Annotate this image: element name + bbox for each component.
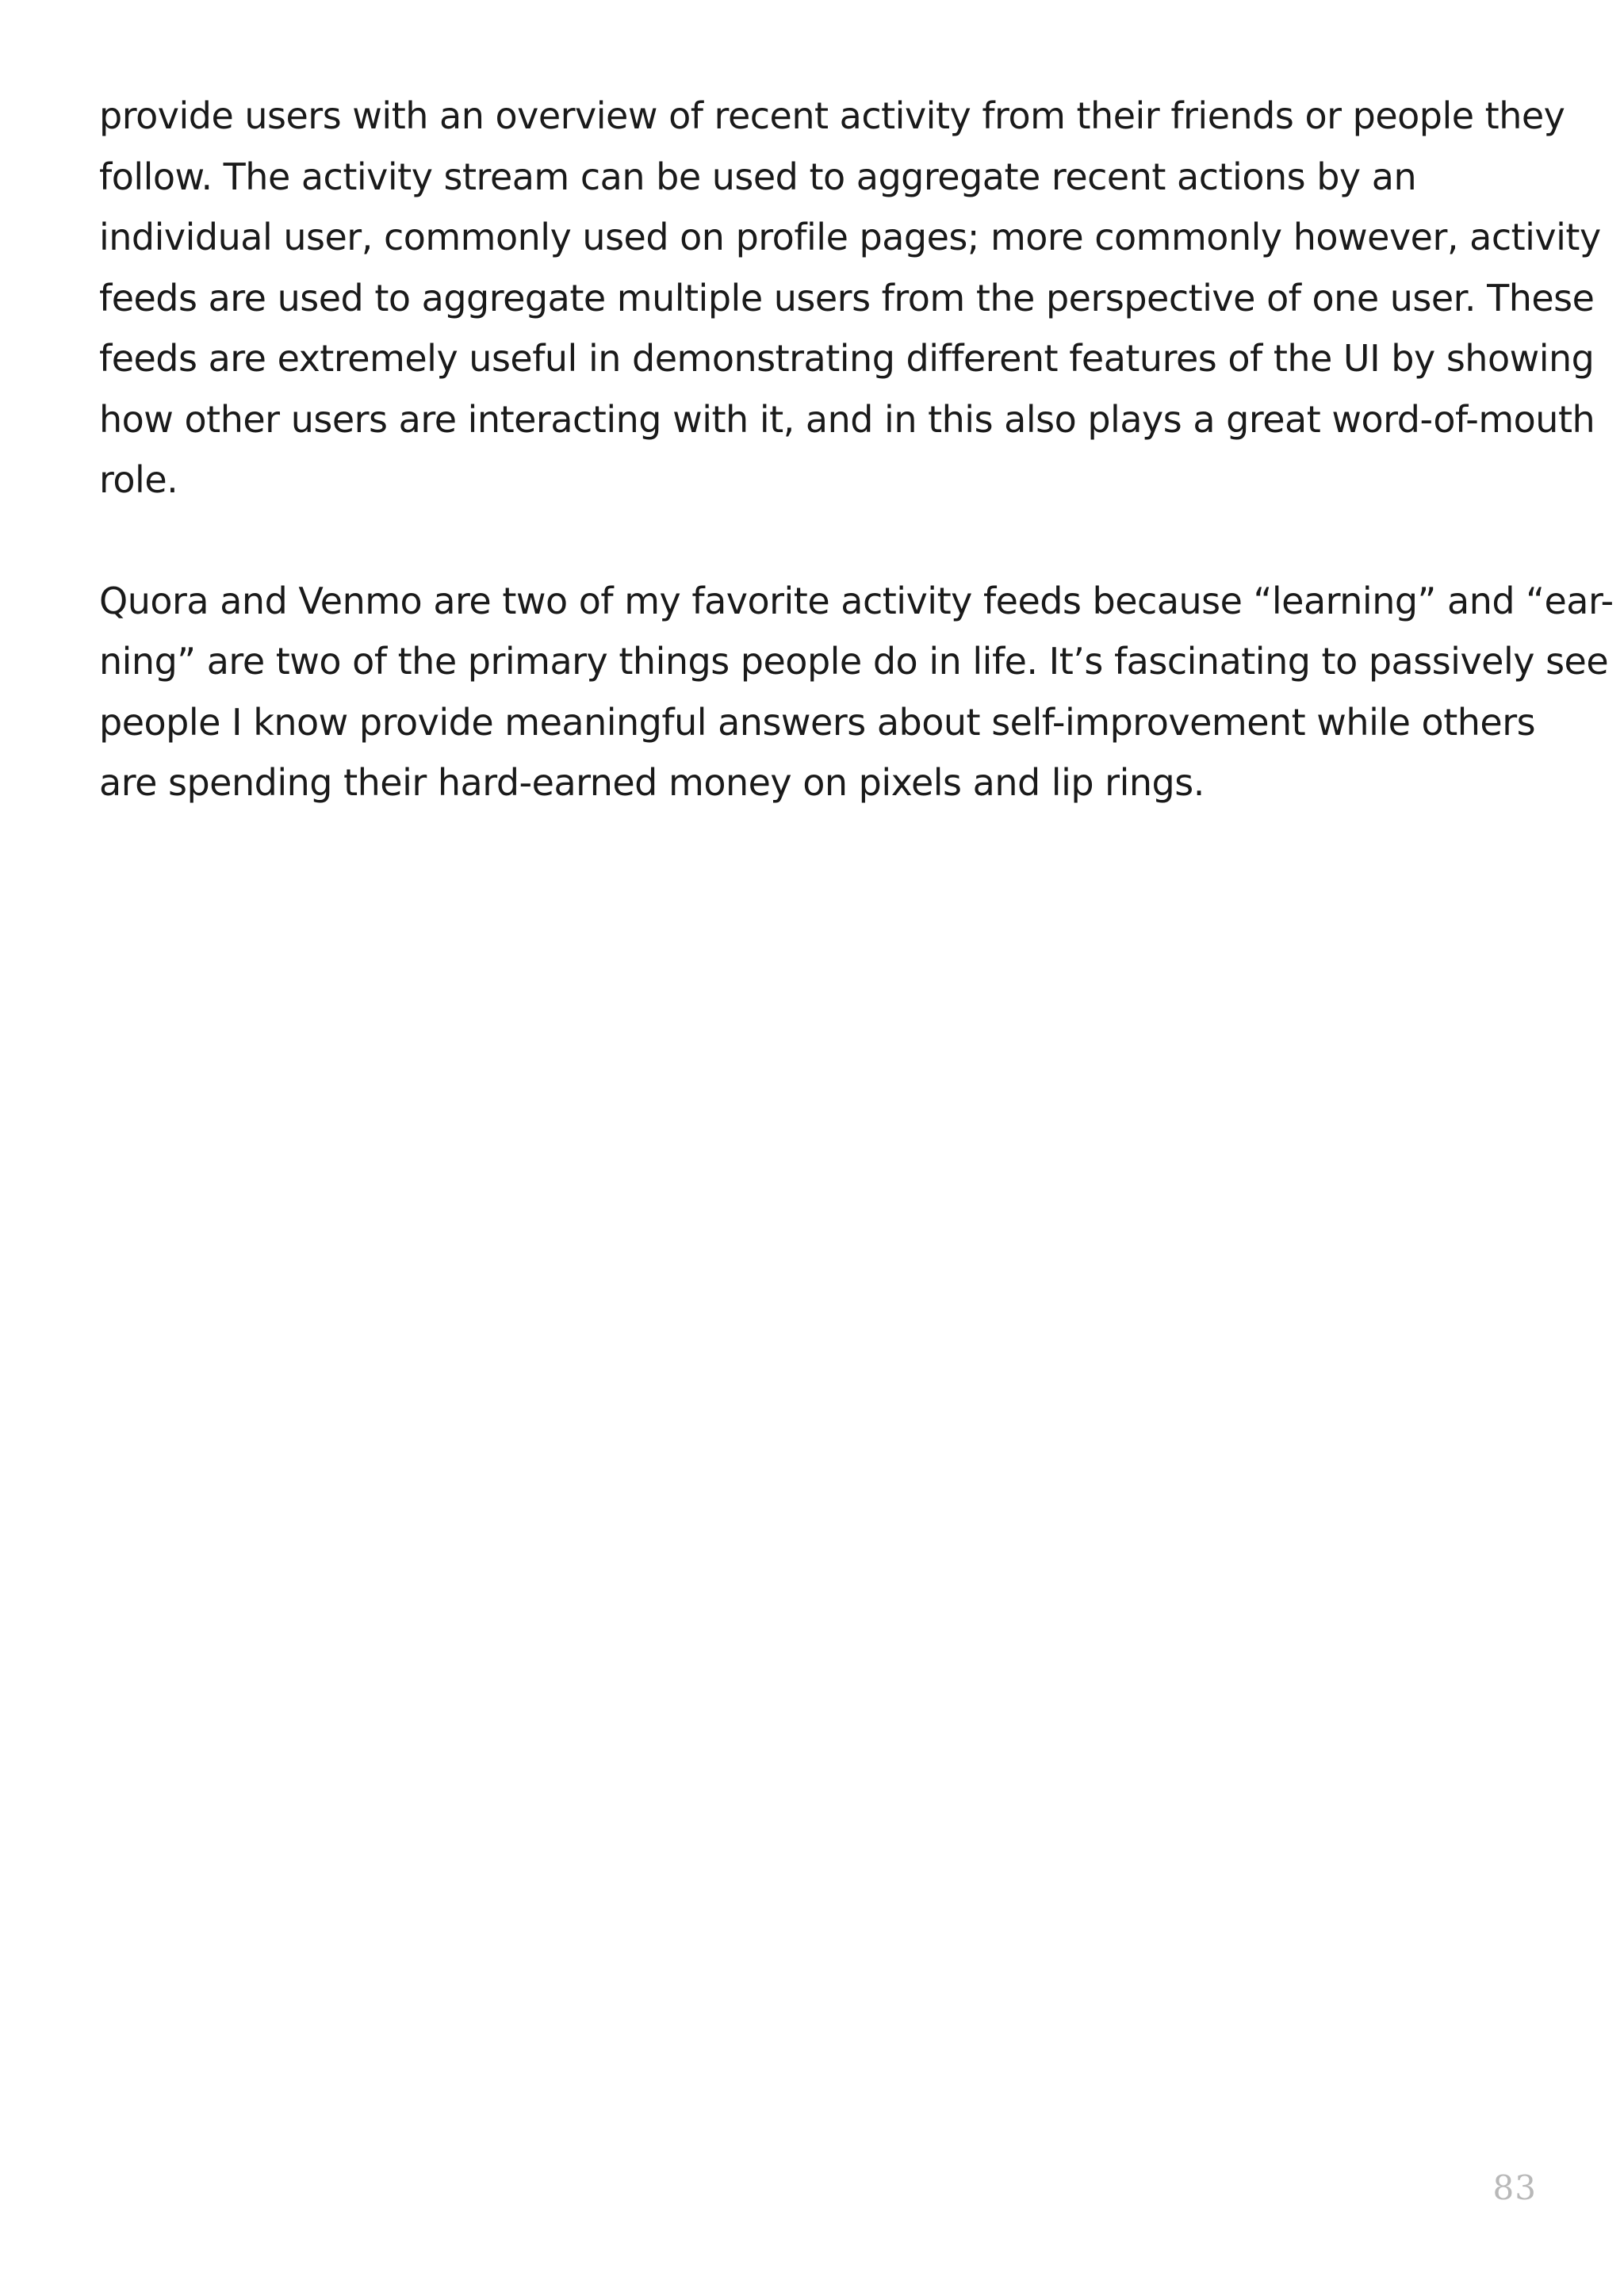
page-number: 83 xyxy=(1492,2168,1537,2207)
paragraph-2 xyxy=(99,571,1614,813)
paragraph-spacer xyxy=(99,511,1542,571)
body-text xyxy=(99,86,1614,813)
text-line: feeds are extremely useful in demonstrating different features of the UI by showing xyxy=(99,337,1595,380)
text-line: role. xyxy=(99,458,178,501)
text-line: feeds are used to aggregate multiple users from the perspective of one user. These xyxy=(99,276,1595,320)
text-line: ning” are two of the primary things people do in life. It’s fascinating to passively see xyxy=(99,640,1609,683)
text-line: individual user, commonly used on profile pages; more commonly however, activity xyxy=(99,216,1601,258)
text-line: provide users with an overview of recent activity from their friends or people they xyxy=(99,94,1565,137)
text-line: Quora and Venmo are two of my favorite activity feeds because “learning” and “ear- xyxy=(99,579,1614,622)
paragraph-1 xyxy=(99,86,1601,511)
text-line: people I know provide meaningful answers about self-improvement while others xyxy=(99,700,1536,744)
text-line: how other users are interacting with it, and in this also plays a great word-of-mouth xyxy=(99,397,1595,441)
text-line: are spending their hard-earned money on pixels and lip rings. xyxy=(99,761,1205,804)
text-line: follow. The activity stream can be used to aggregate recent actions by an xyxy=(99,155,1417,198)
